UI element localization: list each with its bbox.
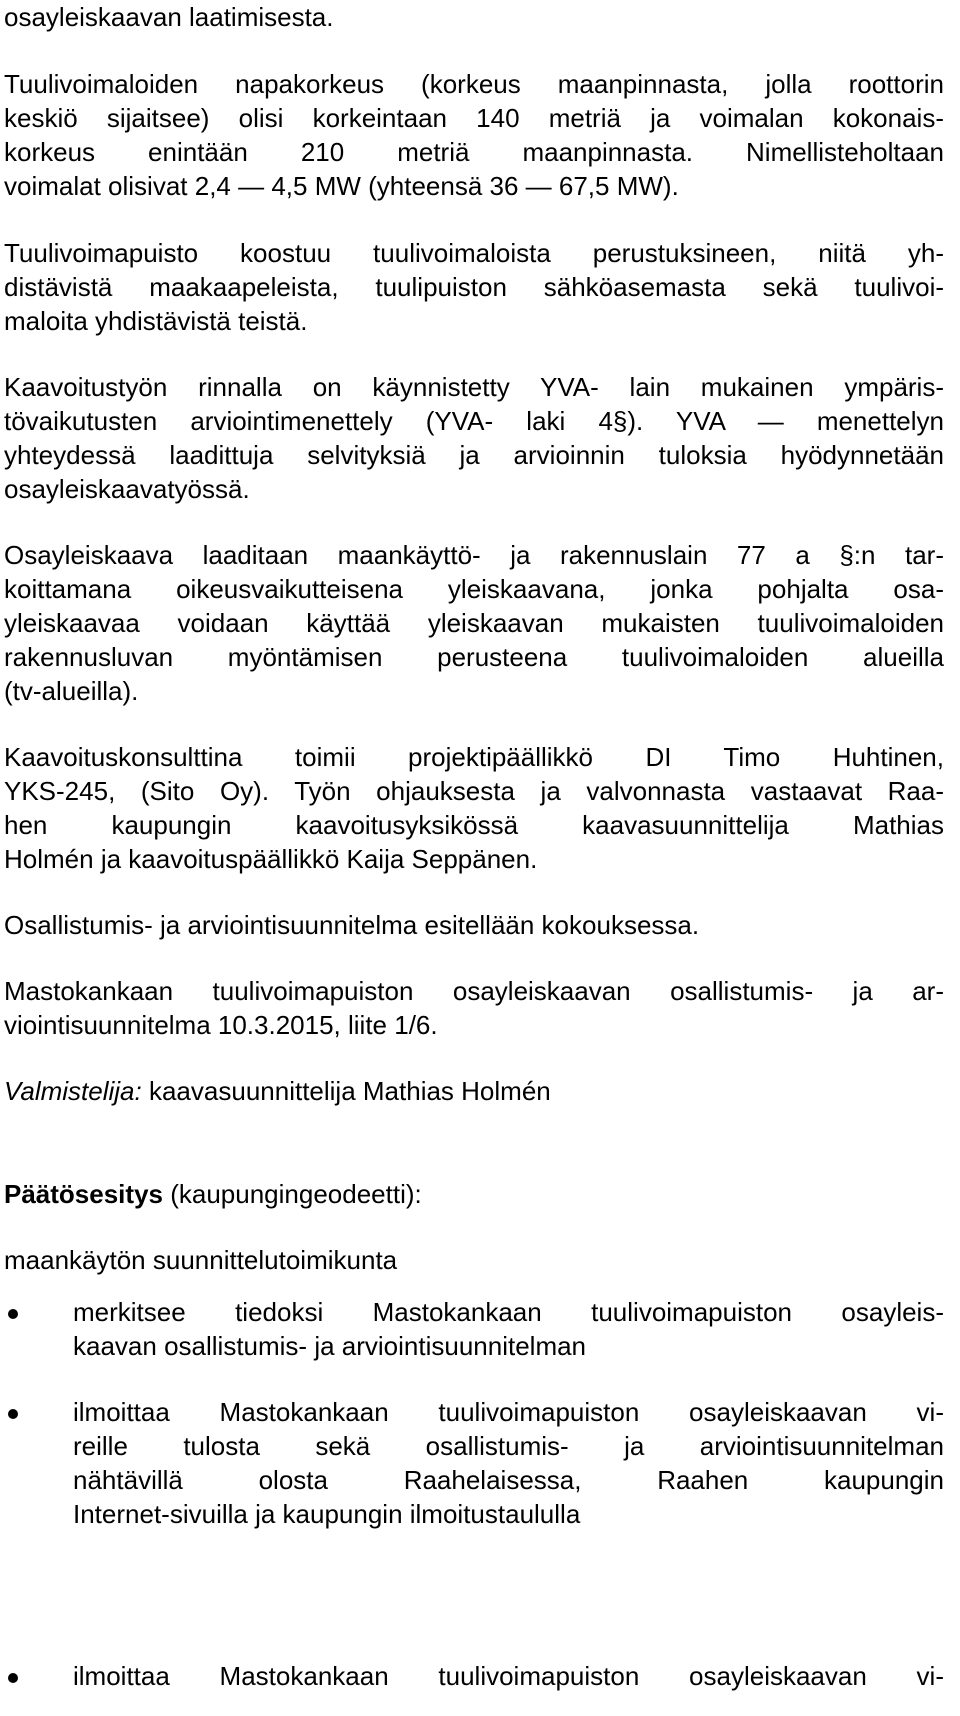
paragraph-4-line: (tv-alueilla). [4, 676, 139, 706]
paragraph-3-line: yhteydessä laadittuja selvityksiä ja arvioinnin tuloksia hyödynnetään [4, 440, 944, 470]
paragraph-5-line: YKS-245, (Sito Oy). Työn ohjauksesta ja valvonnasta vastaavat Raa- [4, 776, 944, 806]
paragraph-5-line: Kaavoituskonsulttina toimii projektipäällikkö DI Timo Huhtinen, [4, 742, 944, 772]
bullet-dot-icon [8, 1309, 18, 1319]
bullet-1-line: kaavan osallistumis- ja arviointisuunnitelman [73, 1331, 587, 1361]
paragraph-6-line: Osallistumis- ja arviointisuunnitelma esitellään kokouksessa. [4, 910, 700, 940]
paragraph-1-line: keskiö sijaitsee) olisi korkeintaan 140 metriä ja voimalan kokonais- [4, 103, 944, 133]
paragraph-5-line: Holmén ja kaavoituspäällikkö Kaija Seppänen. [4, 844, 538, 874]
paragraph-2-line: maloita yhdistävistä teistä. [4, 306, 308, 336]
bullet-dot-icon [8, 1673, 18, 1683]
paragraph-2-line: distävistä maakaapeleista, tuulipuiston sähköasemasta sekä tuulivoi- [4, 272, 944, 302]
preparer-label: Valmistelija: [4, 1076, 142, 1106]
paragraph-4-line: yleiskaavaa voidaan käyttää yleiskaavan mukaisten tuulivoimaloiden [4, 608, 944, 638]
paragraph-4-line: Osayleiskaava laaditaan maankäyttö- ja rakennuslain 77 a §:n tar- [4, 540, 944, 570]
bullet-1-line: merkitsee tiedoksi Mastokankaan tuulivoimapuiston osayleis- [73, 1297, 944, 1327]
paragraph-4-line: rakennusluvan myöntämisen perusteena tuulivoimaloiden alueilla [4, 642, 944, 672]
paragraph-4-line: koittamana oikeusvaikutteisena yleiskaavana, jonka pohjalta osa- [4, 574, 944, 604]
decision-body: maankäytön suunnittelutoimikunta [4, 1245, 398, 1275]
bullet-3-line: ilmoittaa Mastokankaan tuulivoimapuiston osayleiskaavan vi- [73, 1661, 944, 1691]
proposal-value: (kaupungingeodeetti): [162, 1179, 422, 1209]
proposal-heading [4, 1177, 944, 1211]
preparer-value: kaavasuunnittelija Mathias Holmén [141, 1076, 551, 1106]
paragraph-1-line: Tuulivoimaloiden napakorkeus (korkeus maanpinnasta, jolla roottorin [4, 69, 944, 99]
paragraph-1-line: voimalat olisivat 2,4 — 4,5 MW (yhteensä 36 — 67,5 MW). [4, 171, 679, 201]
paragraph-3-line: Kaavoitustyön rinnalla on käynnistetty YVA- lain mukainen ympäris- [4, 372, 944, 402]
paragraph-7-line: viointisuunnitelma 10.3.2015, liite 1/6. [4, 1010, 438, 1040]
bullet-2-line: nähtävillä olosta Raahelaisessa, Raahen kaupungin [73, 1465, 944, 1495]
proposal-label: Päätösesitys [4, 1179, 163, 1209]
paragraph-5-line: hen kaupungin kaavoitusyksikössä kaavasuunnittelija Mathias [4, 810, 944, 840]
paragraph-7-line: Mastokankaan tuulivoimapuiston osayleiskaavan osallistumis- ja ar- [4, 976, 944, 1006]
preparer-line [4, 1074, 944, 1108]
bullet-2-line: Internet-sivuilla ja kaupungin ilmoitustaululla [73, 1499, 581, 1529]
paragraph-2-line: Tuulivoimapuisto koostuu tuulivoimaloista perustuksineen, niitä yh- [4, 238, 944, 268]
bullet-dot-icon [8, 1409, 18, 1419]
paragraph-3-line: tövaikutusten arviointimenettely (YVA- laki 4§). YVA — menettelyn [4, 406, 944, 436]
bullet-2-line: ilmoittaa Mastokankaan tuulivoimapuiston osayleiskaavan vi- [73, 1397, 944, 1427]
paragraph-1-line: korkeus enintään 210 metriä maanpinnasta. Nimellisteholtaan [4, 137, 944, 167]
bullet-2-line: reille tulosta sekä osallistumis- ja arviointisuunnitelman [73, 1431, 944, 1461]
text-line: osayleiskaavan laatimisesta. [4, 2, 334, 32]
paragraph-3-line: osayleiskaavatyössä. [4, 474, 250, 504]
